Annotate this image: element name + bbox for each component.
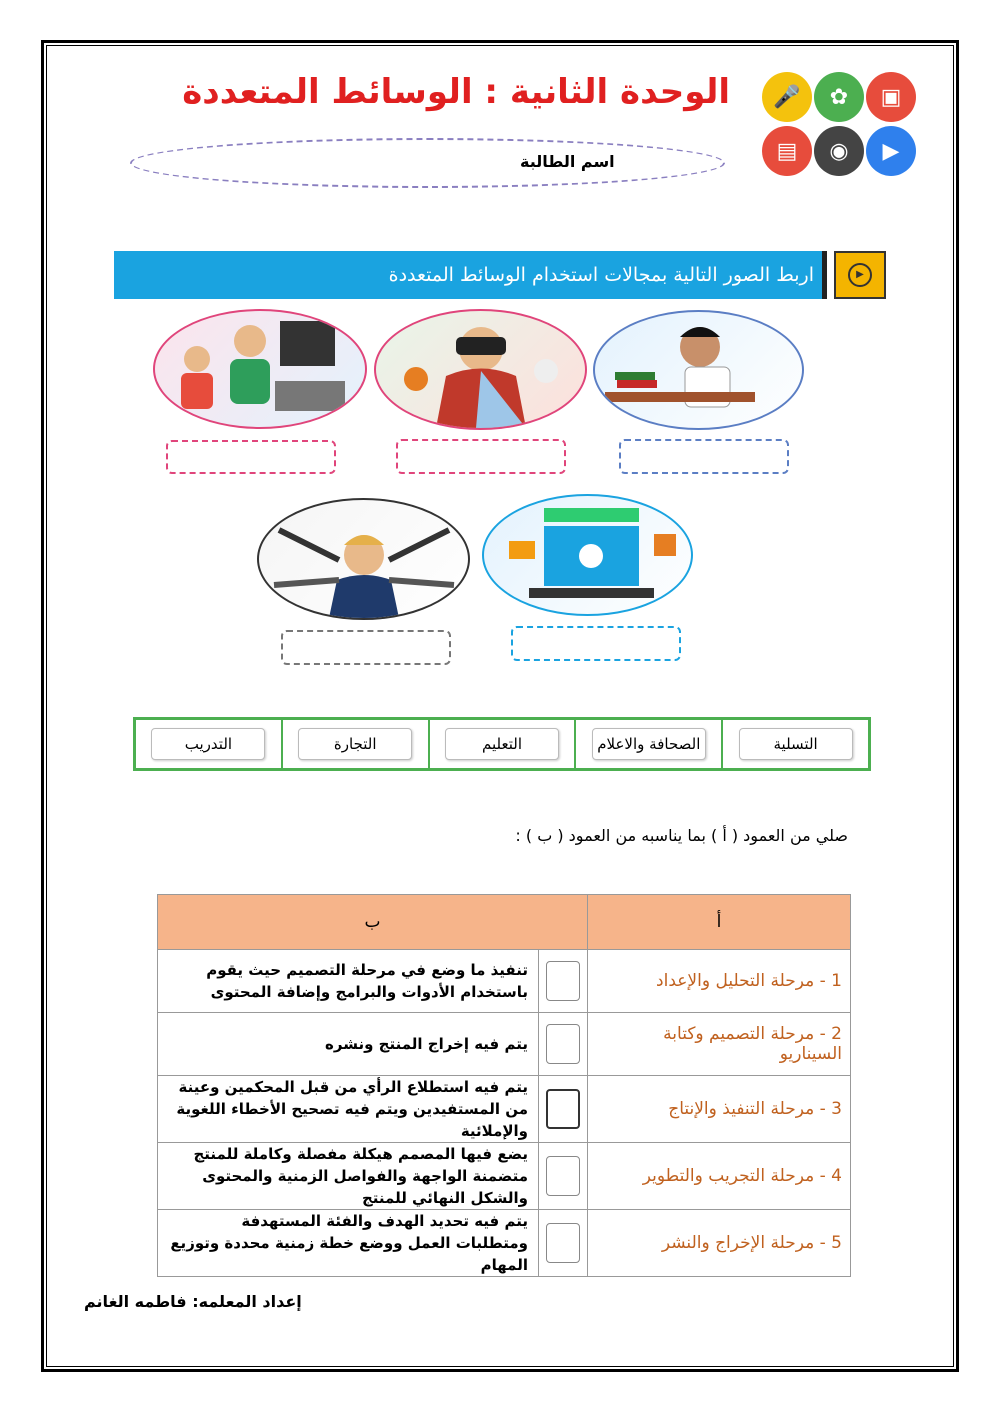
word-bank-cell bbox=[136, 720, 281, 768]
answer-cell bbox=[539, 1143, 588, 1210]
answer-box-5[interactable] bbox=[511, 626, 681, 661]
matching-table bbox=[157, 894, 851, 1277]
clapperboard-icon: ▤ bbox=[762, 126, 812, 176]
section1-instruction: اربط الصور التالية بمجالات استخدام الوسائط المتعددة bbox=[388, 264, 814, 286]
virtual-reality-training-picture bbox=[374, 309, 587, 430]
phase-item: 1 - مرحلة التحليل والإعداد bbox=[588, 950, 851, 1013]
table-row bbox=[158, 1143, 851, 1210]
word-bank-cell bbox=[721, 720, 868, 768]
3d-glasses-icon: ◉ bbox=[814, 126, 864, 176]
description-item: تنفيذ ما وضع في مرحلة التصميم حيث يقوم باستخدام الأدوات والبرامج وإضافة المحتوى bbox=[158, 950, 539, 1013]
table-row bbox=[158, 1210, 851, 1277]
multimedia-icons bbox=[760, 70, 920, 180]
table-header-row bbox=[158, 895, 851, 950]
answer-input[interactable] bbox=[546, 961, 580, 1001]
answer-input[interactable] bbox=[546, 1156, 580, 1196]
word-journalism[interactable]: الصحافة والاعلام bbox=[592, 728, 706, 760]
answer-input[interactable] bbox=[546, 1223, 580, 1263]
answer-box-2[interactable] bbox=[396, 439, 566, 474]
description-item: يضع فيها المصمم هيكلة مفصلة وكاملة للمنتج متضمنة الواجهة والفواصل الزمنية والمحتوى والشكل النهائي للمنتج bbox=[158, 1143, 539, 1210]
student-writing-education-picture bbox=[593, 310, 804, 430]
phase-item: 4 - مرحلة التجريب والتطوير bbox=[588, 1143, 851, 1210]
online-shopping-commerce-picture bbox=[482, 494, 693, 616]
camera-icon: ▣ bbox=[866, 72, 916, 122]
banner-divider bbox=[822, 251, 827, 299]
word-entertainment[interactable]: التسلية bbox=[739, 728, 853, 760]
column-b-header: ب bbox=[158, 895, 588, 950]
student-name-field[interactable] bbox=[130, 138, 725, 188]
table-row bbox=[158, 950, 851, 1013]
description-item: يتم فيه تحديد الهدف والفئة المستهدفة ومتطلبات العمل ووضع خطة زمنية محددة وتوزيع المهام bbox=[158, 1210, 539, 1277]
page-title: الوحدة الثانية : الوسائط المتعددة bbox=[182, 72, 730, 112]
section1-instruction-banner bbox=[114, 251, 826, 299]
answer-cell bbox=[539, 1210, 588, 1277]
answer-box-3[interactable] bbox=[619, 439, 789, 474]
student-name-label: اسم الطالبة bbox=[520, 152, 615, 171]
answer-input[interactable] bbox=[546, 1024, 580, 1064]
description-item: يتم فيه استطلاع الرأي من قبل المحكمين وعينة من المستفيدين ويتم فيه تصحيح الأخطاء اللغوية والإملائية bbox=[158, 1076, 539, 1143]
column-a-header: أ bbox=[588, 895, 851, 950]
word-bank bbox=[133, 717, 871, 771]
gaming-entertainment-picture bbox=[153, 309, 367, 429]
word-education[interactable]: التعليم bbox=[445, 728, 559, 760]
word-bank-cell bbox=[428, 720, 575, 768]
phase-item: 2 - مرحلة التصميم وكتابة السيناريو bbox=[588, 1013, 851, 1076]
video-camera-icon: ▶ bbox=[866, 126, 916, 176]
word-training[interactable]: التدريب bbox=[151, 728, 265, 760]
table-row bbox=[158, 1013, 851, 1076]
table-row bbox=[158, 1076, 851, 1143]
section2-instruction: صلي من العمود ( أ ) بما يناسبه من العمود ( ب ) : bbox=[515, 826, 848, 845]
microphone-icon: 🎤 bbox=[762, 72, 812, 122]
description-item: يتم فيه إخراج المنتج ونشره bbox=[158, 1013, 539, 1076]
answer-cell bbox=[539, 950, 588, 1013]
play-icon: ▶ bbox=[834, 251, 886, 299]
answer-box-1[interactable] bbox=[166, 440, 336, 474]
teacher-credit: إعداد المعلمه: فاطمه الغانم bbox=[84, 1292, 302, 1311]
phase-item: 5 - مرحلة الإخراج والنشر bbox=[588, 1210, 851, 1277]
answer-input[interactable] bbox=[546, 1089, 580, 1129]
answer-box-4[interactable] bbox=[281, 630, 451, 665]
word-bank-cell bbox=[281, 720, 428, 768]
word-bank-cell bbox=[574, 720, 721, 768]
press-conference-journalism-picture bbox=[257, 498, 470, 620]
film-reel-icon: ✿ bbox=[814, 72, 864, 122]
phase-item: 3 - مرحلة التنفيذ والإنتاج bbox=[588, 1076, 851, 1143]
answer-cell bbox=[539, 1013, 588, 1076]
answer-cell bbox=[539, 1076, 588, 1143]
word-commerce[interactable]: التجارة bbox=[298, 728, 412, 760]
